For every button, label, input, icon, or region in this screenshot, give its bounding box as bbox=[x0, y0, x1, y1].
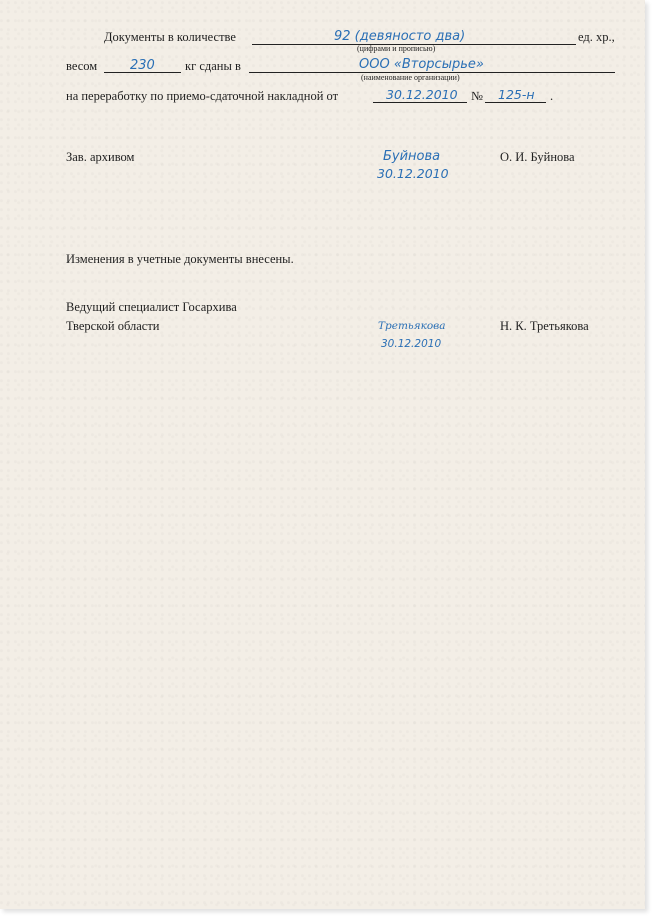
archive-head-position: Зав. архивом bbox=[66, 150, 135, 164]
specialist-signature: Третьякова bbox=[378, 320, 446, 332]
quantity-label: Документы в количестве bbox=[104, 30, 236, 44]
invoice-date-underline bbox=[373, 102, 467, 103]
invoice-date-value: 30.12.2010 bbox=[386, 87, 458, 102]
invoice-label: на переработку по приемо-сдаточной накладной от bbox=[66, 89, 339, 103]
changes-note: Изменения в учетные документы внесены. bbox=[66, 252, 294, 266]
units-label: ед. хр., bbox=[578, 30, 615, 44]
weight-label: весом bbox=[66, 59, 98, 73]
weight-unit-label: кг сданы в bbox=[185, 59, 241, 73]
archive-head-name: О. И. Буйнова bbox=[500, 150, 575, 164]
specialist-name: Н. К. Третьякова bbox=[500, 319, 589, 333]
invoice-period: . bbox=[550, 89, 554, 103]
quantity-value: 92 (девяносто два) bbox=[334, 29, 466, 44]
invoice-number-sign: № bbox=[471, 89, 483, 103]
specialist-position-line2: Тверской области bbox=[66, 319, 160, 333]
quantity-hint: (цифрами и прописью) bbox=[357, 44, 436, 53]
invoice-number-value: 125-н bbox=[498, 87, 535, 102]
specialist-position-line1: Ведущий специалист Госархива bbox=[66, 300, 237, 314]
weight-value: 230 bbox=[130, 58, 155, 73]
organization-hint: (наименование организации) bbox=[361, 73, 460, 82]
archive-head-signature-date: 30.12.2010 bbox=[377, 166, 449, 181]
invoice-number-underline bbox=[485, 102, 546, 103]
archive-head-signature: Буйнова bbox=[383, 149, 441, 164]
specialist-signature-date: 30.12.2010 bbox=[381, 338, 442, 350]
organization-value: ООО «Вторсырье» bbox=[359, 57, 484, 72]
